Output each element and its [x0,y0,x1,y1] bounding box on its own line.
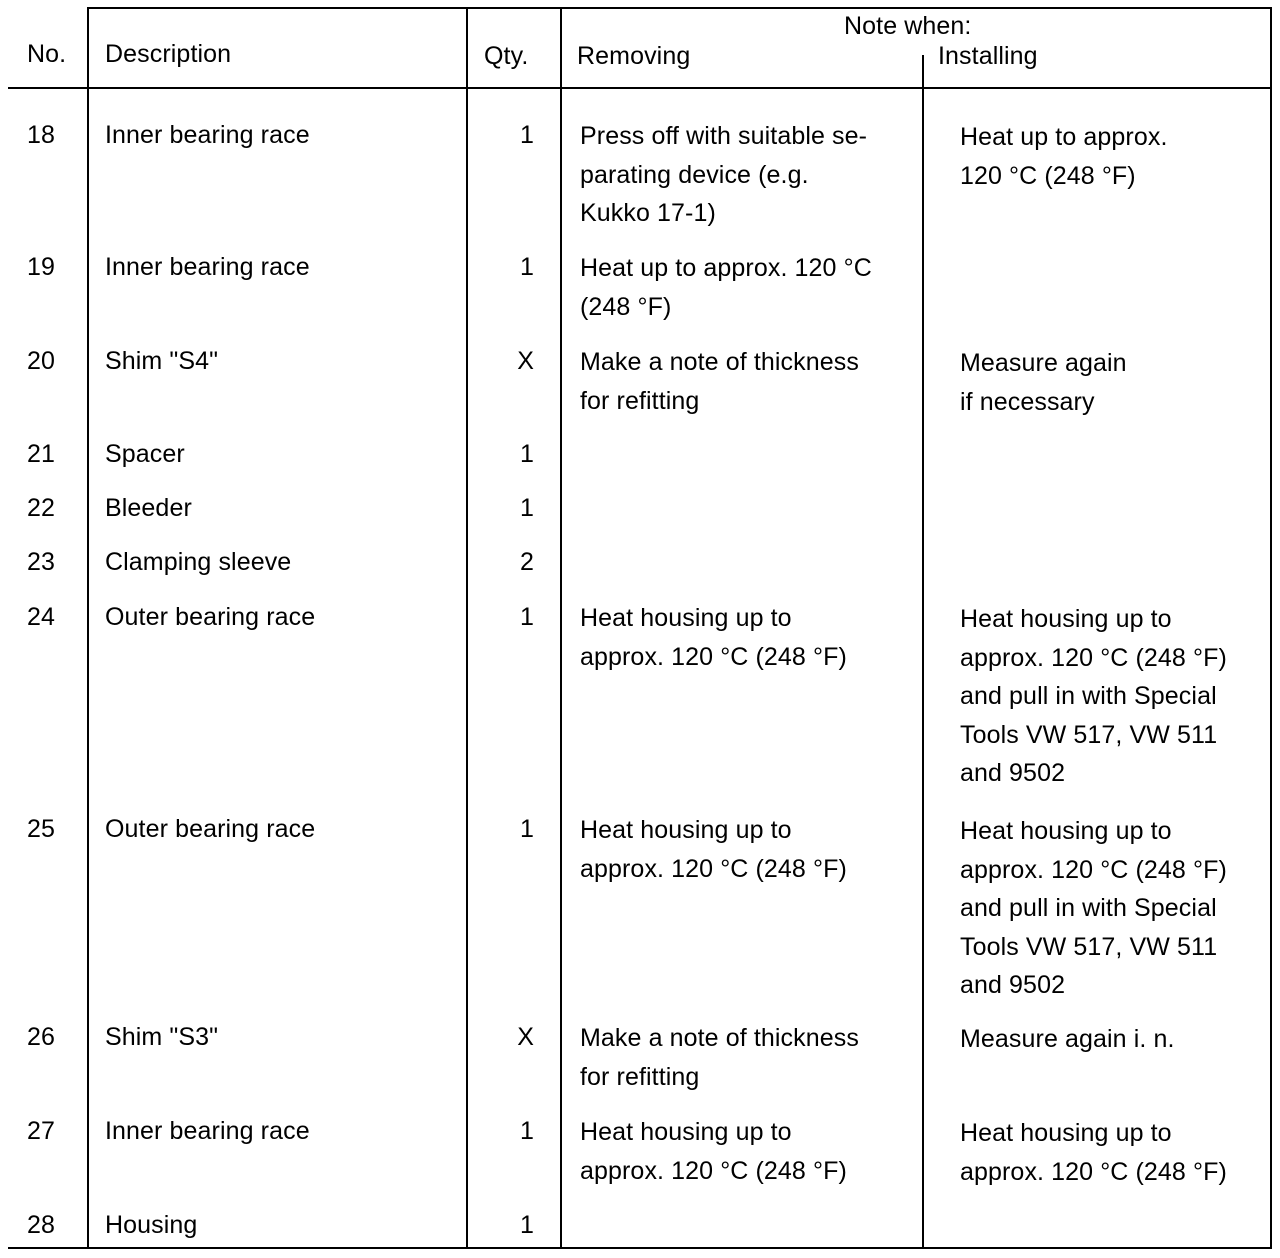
row-number: 19 [27,253,56,281]
row-removing-note: Heat housing up to [580,816,792,844]
table-right-border [1270,7,1272,1249]
row-qty: 1 [519,440,534,468]
row-description: Bleeder [105,494,192,522]
row-installing-note: Heat housing up to [960,1119,1172,1147]
header-no: No. [27,40,67,68]
row-installing-note: and 9502 [960,759,1066,787]
row-qty: X [517,1023,534,1051]
row-removing-note: for refitting [580,386,700,415]
row-installing-note: and pull in with Special [960,682,1217,710]
row-description: Shim "S3" [105,1023,219,1051]
row-number: 20 [27,347,56,375]
row-number: 26 [27,1023,56,1051]
row-removing-note: Heat up to approx. 120 °C [580,254,872,282]
row-qty: 1 [519,603,534,631]
row-qty: 2 [519,548,534,576]
column-divider-removing [922,55,924,1249]
row-description: Inner bearing race [105,121,310,149]
row-description: Housing [105,1211,198,1239]
header-installing: Installing [938,42,1038,70]
table-bottom-border [8,1247,1272,1249]
row-removing-note: Press off with suitable se- [580,122,868,150]
row-removing-note: approx. 120 °C (248 °F) [580,642,847,671]
row-description: Inner bearing race [105,253,310,281]
row-number: 27 [27,1117,56,1145]
row-number: 21 [27,440,56,468]
row-installing-note: and 9502 [960,971,1066,999]
row-removing-note: Make a note of thickness [580,348,859,376]
row-installing-note: Heat housing up to [960,605,1172,633]
row-description: Spacer [105,440,185,468]
row-installing-note: approx. 120 °C (248 °F) [960,643,1227,672]
column-divider-no [87,7,89,1249]
column-divider-qty [560,7,562,1249]
row-removing-note: Heat housing up to [580,1118,792,1146]
row-installing-note: approx. 120 °C (248 °F) [960,855,1227,884]
row-number: 25 [27,815,56,843]
row-installing-note: Heat up to approx. [960,123,1168,151]
row-number: 18 [27,121,56,149]
header-bottom-border [8,87,1272,89]
row-installing-note: Measure again i. n. [960,1025,1175,1053]
row-description: Shim "S4" [105,347,219,375]
row-removing-note: for refitting [580,1062,700,1091]
row-removing-note: Kukko 17-1) [580,199,716,227]
table-top-border [88,7,1272,9]
row-installing-note: and pull in with Special [960,894,1217,922]
column-divider-description [466,7,468,1249]
header-removing: Removing [577,42,691,70]
row-installing-note: Measure again [960,349,1127,377]
row-removing-note: Make a note of thickness [580,1024,859,1052]
row-installing-note: 120 °C (248 °F) [960,161,1136,190]
row-installing-note: Tools VW 517, VW 511 [960,932,1218,961]
row-installing-note: Heat housing up to [960,817,1172,845]
row-qty: 1 [519,1117,534,1145]
header-qty: Qty. [484,42,529,70]
row-qty: 1 [519,121,534,149]
row-number: 28 [27,1211,56,1239]
row-number: 22 [27,494,56,522]
row-removing-note: parating device (e.g. [580,160,809,189]
row-description: Clamping sleeve [105,548,292,576]
header-note-when: Note when: [844,12,972,40]
row-installing-note: if necessary [960,387,1095,416]
row-installing-note: approx. 120 °C (248 °F) [960,1157,1227,1186]
row-qty: X [517,347,534,375]
row-qty: 1 [519,1211,534,1239]
row-removing-note: approx. 120 °C (248 °F) [580,1156,847,1185]
header-description: Description [105,40,232,68]
row-removing-note: approx. 120 °C (248 °F) [580,854,847,883]
row-description: Outer bearing race [105,603,316,631]
row-installing-note: Tools VW 517, VW 511 [960,720,1218,749]
row-number: 24 [27,603,56,631]
row-qty: 1 [519,253,534,281]
row-description: Outer bearing race [105,815,316,843]
row-removing-note: (248 °F) [580,292,672,321]
row-number: 23 [27,548,56,576]
row-qty: 1 [519,815,534,843]
row-removing-note: Heat housing up to [580,604,792,632]
row-description: Inner bearing race [105,1117,310,1145]
row-qty: 1 [519,494,534,522]
